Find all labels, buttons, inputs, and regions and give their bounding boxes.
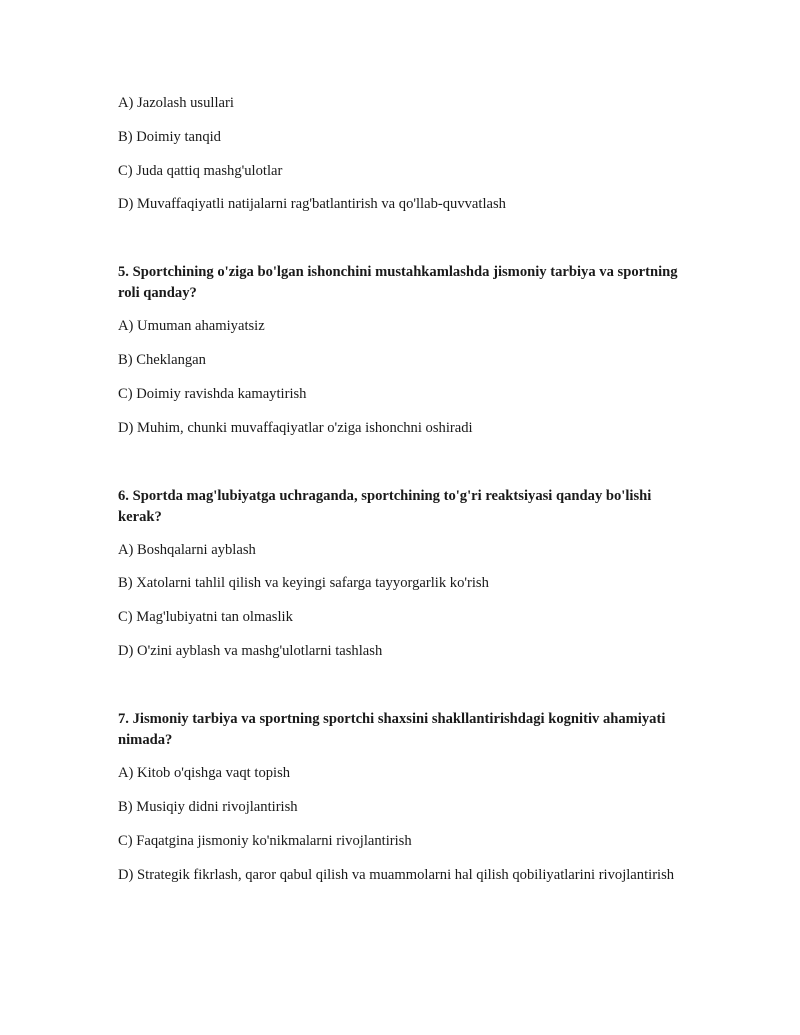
question-6-option-d: D) O'zini ayblash va mashg'ulotlarni tashlash [118,643,383,659]
question-5-option-d: D) Muhim, chunki muvaffaqiyatlar o'ziga ishonchni oshiradi [118,420,473,436]
question-7-option-d: D) Strategik fikrlash, qaror qabul qilish va muammolarni hal qilish qobiliyatlarini rivojlantirish [118,867,675,883]
option-c: C) Juda qattiq mashg'ulotlar [118,163,283,179]
question-5-title: 5. Sportchining o'ziga bo'lgan ishonchini mustahkamlashda jismoniy tarbiya va sportning roli qanday? [118,264,678,301]
question-5-option-c: C) Doimiy ravishda kamaytirish [118,386,307,402]
question-6-option-a: A) Boshqalarni ayblash [118,542,256,558]
question-5-option-b: B) Cheklangan [118,352,206,368]
question-7-option-c: C) Faqatgina jismoniy ko'nikmalarni rivojlantirish [118,833,412,849]
question-6-option-b: B) Xatolarni tahlil qilish va keyingi safarga tayyorgarlik ko'rish [118,575,489,591]
question-6-title: 6. Sportda mag'lubiyatga uchraganda, sportchining to'g'ri reaktsiyasi qanday bo'lishi kerak? [118,488,652,525]
question-7-title: 7. Jismoniy tarbiya va sportning sportchi shaxsini shakllantirishdagi kognitiv ahamiyati nimada? [118,711,666,748]
question-6-option-c: C) Mag'lubiyatni tan olmaslik [118,609,293,625]
option-a: A) Jazolash usullari [118,95,234,111]
question-5-option-a: A) Umuman ahamiyatsiz [118,318,265,334]
question-7-option-b: B) Musiqiy didni rivojlantirish [118,799,298,815]
option-d: D) Muvaffaqiyatli natijalarni rag'batlantirish va qo'llab-quvvatlash [118,196,506,212]
option-b: B) Doimiy tanqid [118,129,221,145]
question-7-option-a: A) Kitob o'qishga vaqt topish [118,765,291,781]
